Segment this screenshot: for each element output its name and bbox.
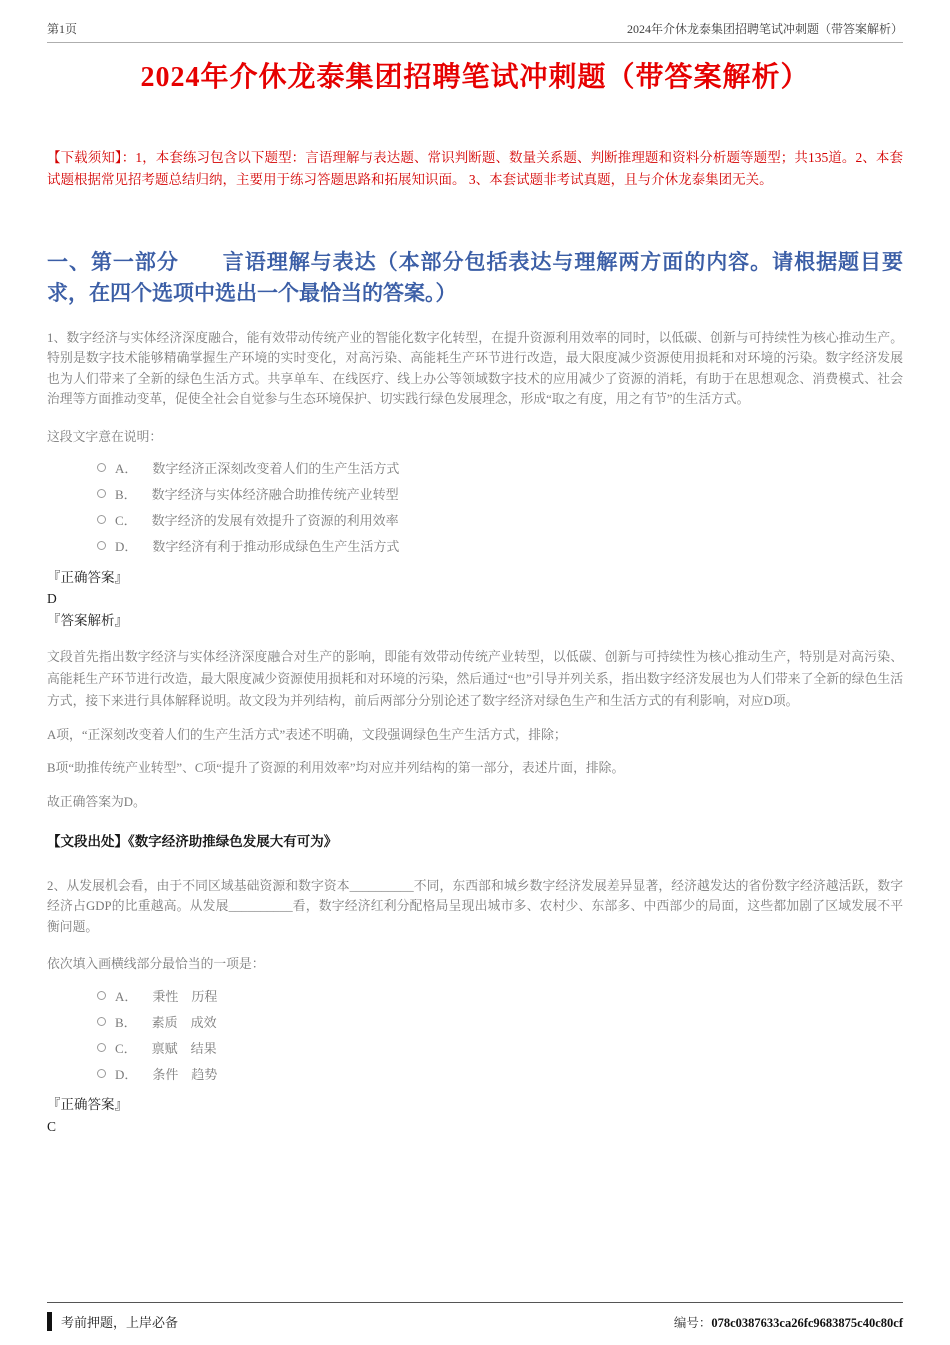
question-1 — [47, 328, 903, 850]
section-heading: 一、第一部分 言语理解与表达（本部分包括表达与理解两方面的内容。请根据题目要求，在四个选项中选出一个最恰当的答案。） — [47, 249, 903, 306]
option-a[interactable] — [97, 455, 903, 481]
option-text: 数字经济的发展有效提升了资源的利用效率 — [151, 513, 399, 529]
page-header — [47, 0, 903, 43]
doc-code: 078c0387633ca26fc9683875c40c80cf — [711, 1315, 903, 1330]
radio-button[interactable] — [97, 1069, 106, 1078]
option-c[interactable] — [97, 507, 903, 533]
page-number: 第1页 — [47, 22, 78, 36]
option-a[interactable] — [97, 982, 903, 1008]
option-label: D． — [115, 1066, 138, 1082]
option-label: C． — [115, 1040, 137, 1056]
option-text: 禀赋 结果 — [151, 1040, 217, 1056]
analysis-label: 『答案解析』 — [47, 613, 128, 629]
option-d[interactable] — [97, 533, 903, 559]
header-doc-title: 2024年介休龙泰集团招聘笔试冲刺题（带答案解析） — [626, 22, 903, 36]
answer-block — [47, 1096, 903, 1137]
download-notice: 【下载须知】：1，本套练习包含以下题型：言语理解与表达题、常识判断题、数量关系题、判断推理题和资料分析题等题型；共135道。2、本套试题根据常见招考题总结归纳，主要用于练习答题思路和拓展知识面。 3、本套试题非考试真题，且与介休龙泰集团无关。 — [47, 150, 903, 187]
analysis-paragraph: 文段首先指出数字经济与实体经济深度融合对生产的影响，即能有效带动传统产业转型，以低碳、创新与可持续性为核心推动生产，特别是对高污染、高能耗生产环节进行改造，最大限度减少资源使用损耗和对环境的污染，然后通过“也”引导并列关系，指出数字经济发展也为人们带来了全新的绿色生活方式，接下来进行具体解释说明。故文段为并列结构，前后两部分分别论述了数字经济对绿色生产和生活方式的有利影响，对应D项。 — [47, 650, 903, 708]
analysis-paragraph: B项“助推传统产业转型”、C项“提升了资源的利用效率”均对应并列结构的第一部分，表述片面，排除。 — [47, 761, 625, 776]
option-label: B． — [115, 487, 137, 503]
question-stem: 1、数字经济与实体经济深度融合，能有效带动传统产业的智能化数字化转型，在提升资源利用效率的同时，以低碳、创新与可持续性为核心推动生产。特别是数字技术能够精确掌握生产环境的实时变化，对高污染、高能耗生产环节进行改造，最大限度减少资源使用损耗和对环境的污染。数字经济发展也为人们带来了全新的绿色生活方式。共享单车、在线医疗、线上办公等领域数字技术的应用减少了资源的消耗，有助于在思想观念、消费模式、社会治理等方面推动变革，促使全社会自觉参与生态环境保护、切实践行绿色发展理念，形成“取之有度，用之有节”的生活方式。 — [47, 330, 903, 407]
analysis-paragraph: A项，“正深刻改变着人们的生产生活方式”表述不明确，文段强调绿色生产生活方式，排除； — [47, 727, 567, 742]
options-list — [97, 455, 903, 559]
option-label: B． — [115, 1014, 137, 1030]
option-text: 秉性 历程 — [152, 988, 218, 1004]
radio-button[interactable] — [97, 489, 106, 498]
question-stem: 2、从发展机会看，由于不同区域基础资源和数字资本__________不同，东西部和城乡数字经济发展差异显著，经济越发达的省份数字经济越活跃，数字经济占GDP的比重越高。从发展__________看，数字经济红利分配格局呈现出城市多、农村少、东部多、中西部少的局面，这些都加剧了区域发展不平衡问题。 — [47, 878, 903, 934]
option-label: C． — [115, 513, 137, 529]
answer-block — [47, 569, 903, 632]
question-prompt: 依次填入画横线部分最恰当的一项是： — [47, 957, 265, 972]
radio-button[interactable] — [97, 1043, 106, 1052]
doc-code-line — [674, 1313, 903, 1331]
source-line: 【文段出处】《数字经济助推绿色发展大有可为》 — [47, 833, 338, 849]
option-text: 数字经济有利于推动形成绿色生产生活方式 — [152, 539, 400, 555]
option-label: A． — [115, 461, 138, 477]
analysis-paragraph: 故正确答案为D。 — [47, 795, 146, 810]
correct-answer-value: D — [47, 591, 57, 607]
correct-answer-value: C — [47, 1119, 57, 1135]
option-text: 条件 趋势 — [152, 1066, 218, 1082]
correct-answer-label: 『正确答案』 — [47, 569, 128, 585]
question-prompt: 这段文字意在说明： — [47, 429, 163, 444]
radio-button[interactable] — [97, 463, 106, 472]
footer-slogan: 考前押题，上岸必备 — [47, 1312, 178, 1331]
option-c[interactable] — [97, 1034, 903, 1060]
question-2 — [47, 876, 903, 1137]
radio-button[interactable] — [97, 515, 106, 524]
option-text: 素质 成效 — [151, 1014, 217, 1030]
document-title: 2024年介休龙泰集团招聘笔试冲刺题（带答案解析） — [140, 62, 810, 93]
option-label: A． — [115, 988, 138, 1004]
option-text: 数字经济与实体经济融合助推传统产业转型 — [151, 487, 399, 503]
option-text: 数字经济正深刻改变着人们的生产生活方式 — [152, 461, 400, 477]
option-b[interactable] — [97, 1008, 903, 1034]
radio-button[interactable] — [97, 1017, 106, 1026]
radio-button[interactable] — [97, 541, 106, 550]
option-label: D． — [115, 539, 138, 555]
radio-button[interactable] — [97, 991, 106, 1000]
option-d[interactable] — [97, 1060, 903, 1086]
page-footer — [47, 1302, 903, 1331]
doc-code-label: 编号： — [673, 1315, 712, 1330]
option-b[interactable] — [97, 481, 903, 507]
options-list — [97, 982, 903, 1086]
correct-answer-label: 『正确答案』 — [47, 1097, 128, 1113]
